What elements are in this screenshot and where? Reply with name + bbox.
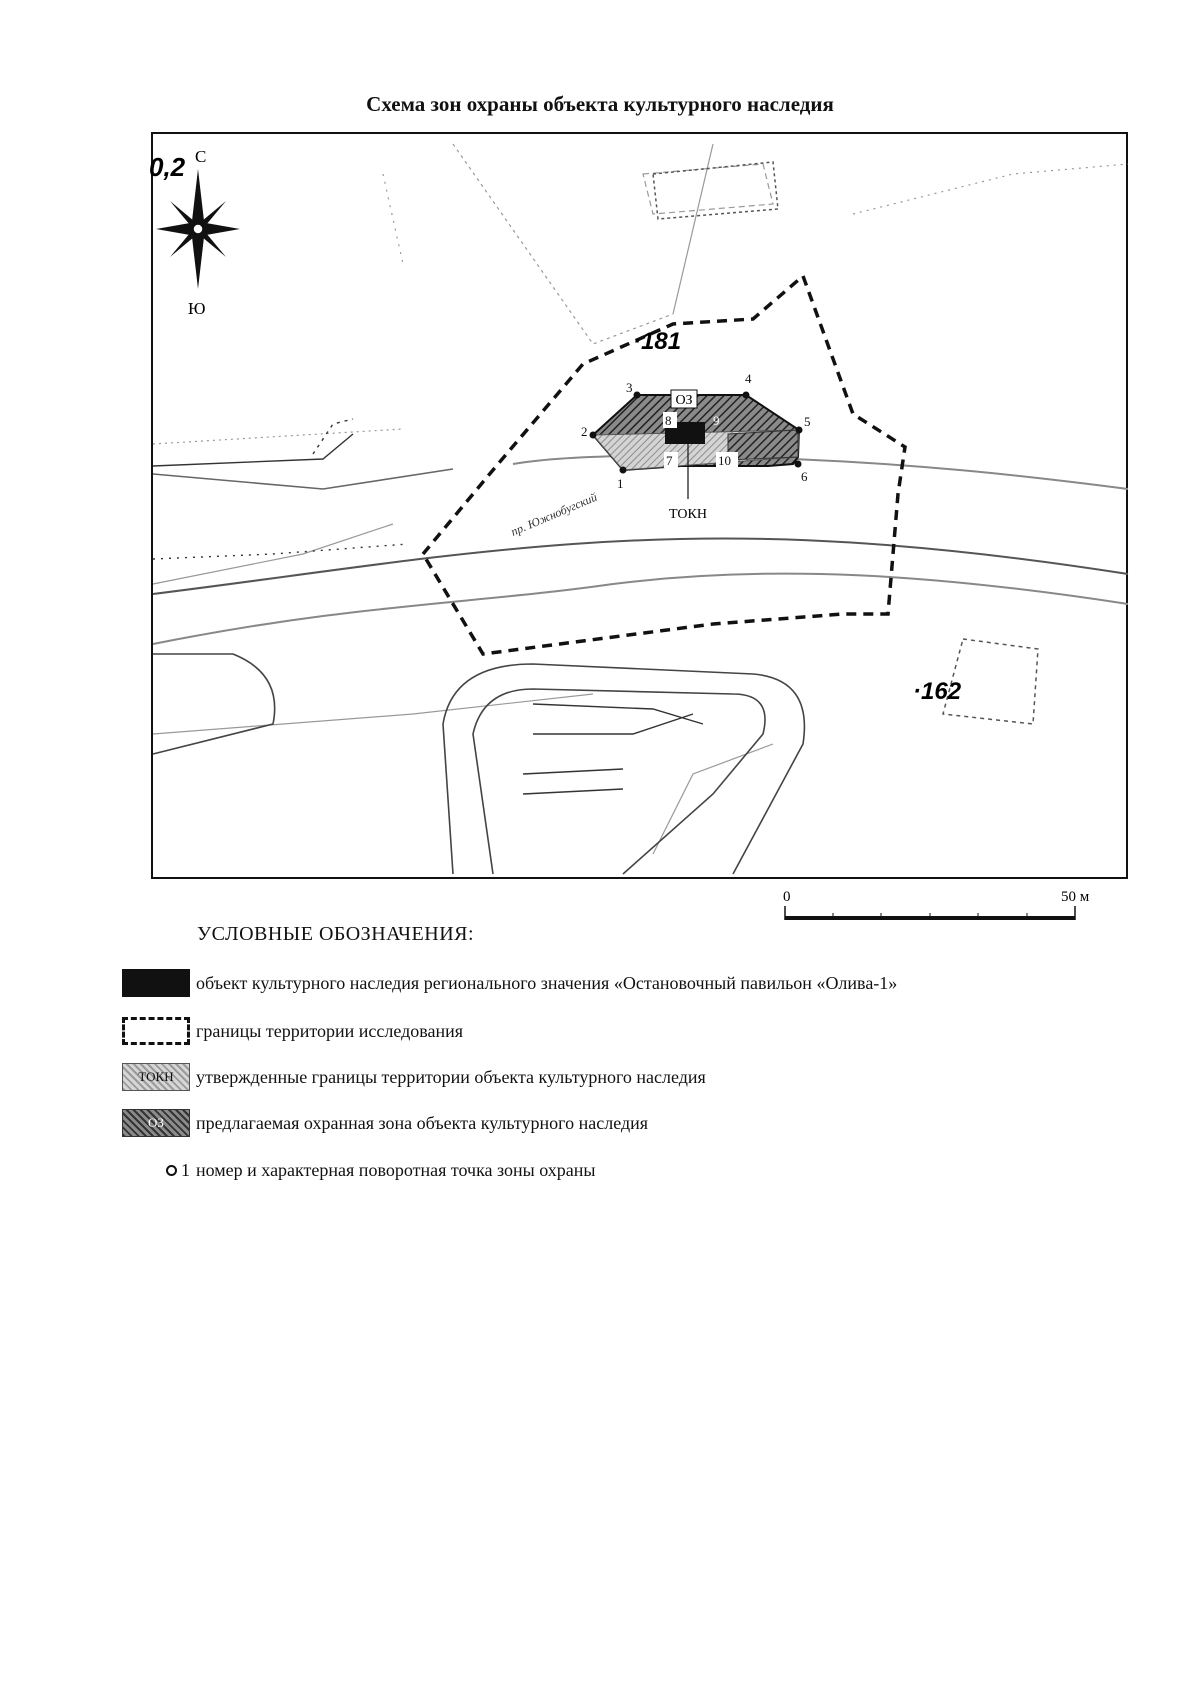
road (153, 456, 1128, 644)
corner-label: 0,2 (149, 152, 186, 182)
legend-label: предлагаемая охранная зона объекта культурного наследия (196, 1112, 649, 1133)
dark-hatch-icon: ОЗ (122, 1109, 190, 1137)
map-canvas (149, 134, 1130, 881)
legend-item-object (122, 963, 897, 1003)
dashed-border-icon (122, 1017, 190, 1045)
legend-label: номер и характерная поворотная точка зоны охраны (196, 1159, 596, 1180)
legend-item-study-boundary (122, 1011, 463, 1051)
point-label-1: 1 (617, 476, 624, 491)
legend-item-tokn (122, 1057, 706, 1097)
legend-item-point (122, 1150, 596, 1190)
tokn-callout-label: ТОКН (669, 507, 707, 522)
point-dot-icon (166, 1165, 177, 1176)
page-title: Схема зон охраны объекта культурного наследия (366, 92, 834, 116)
point-label-2: 2 (581, 424, 588, 439)
point-label-10: 10 (718, 453, 731, 468)
background-lines (153, 144, 1128, 854)
legend-title: УСЛОВНЫЕ ОБОЗНАЧЕНИЯ: (197, 923, 475, 945)
zone-label: ОЗ (675, 393, 693, 408)
light-hatch-icon: ТОКН (122, 1063, 190, 1091)
elevation-162: ·162 (913, 678, 962, 705)
point-marker-icon (122, 1156, 190, 1184)
point-label-5: 5 (804, 414, 811, 429)
compass-south-label: Ю (188, 299, 206, 318)
point-label-7: 7 (666, 453, 673, 468)
compass-rose-icon (156, 169, 240, 289)
map-frame (151, 132, 1128, 879)
scale-start-label: 0 (783, 889, 791, 905)
tokn-territory-dark (728, 430, 798, 460)
point-label-3: 3 (626, 380, 633, 395)
compass-north-label: С (195, 147, 207, 166)
point-label-6: 6 (801, 469, 808, 484)
scale-end-label: 50 м (1061, 889, 1090, 905)
point-marker-number: 1 (181, 1159, 190, 1180)
legend-label: границы территории исследования (196, 1020, 464, 1041)
legend-label: объект культурного наследия регионального значения «Остановочный павильон «Олива-1» (196, 972, 898, 993)
parking-loops (153, 654, 804, 874)
point-label-8: 8 (665, 413, 672, 428)
elevation-181: ·181 (633, 328, 682, 355)
legend-item-protection-zone (122, 1103, 648, 1143)
legend-label: утвержденные границы территории объекта культурного наследия (196, 1066, 706, 1087)
black-fill-icon (122, 969, 190, 997)
point-label-9: 9 (713, 413, 720, 428)
scale-bar (775, 888, 1105, 928)
street-label: пр. Южнобугский (508, 489, 600, 539)
point-label-4: 4 (745, 371, 752, 386)
